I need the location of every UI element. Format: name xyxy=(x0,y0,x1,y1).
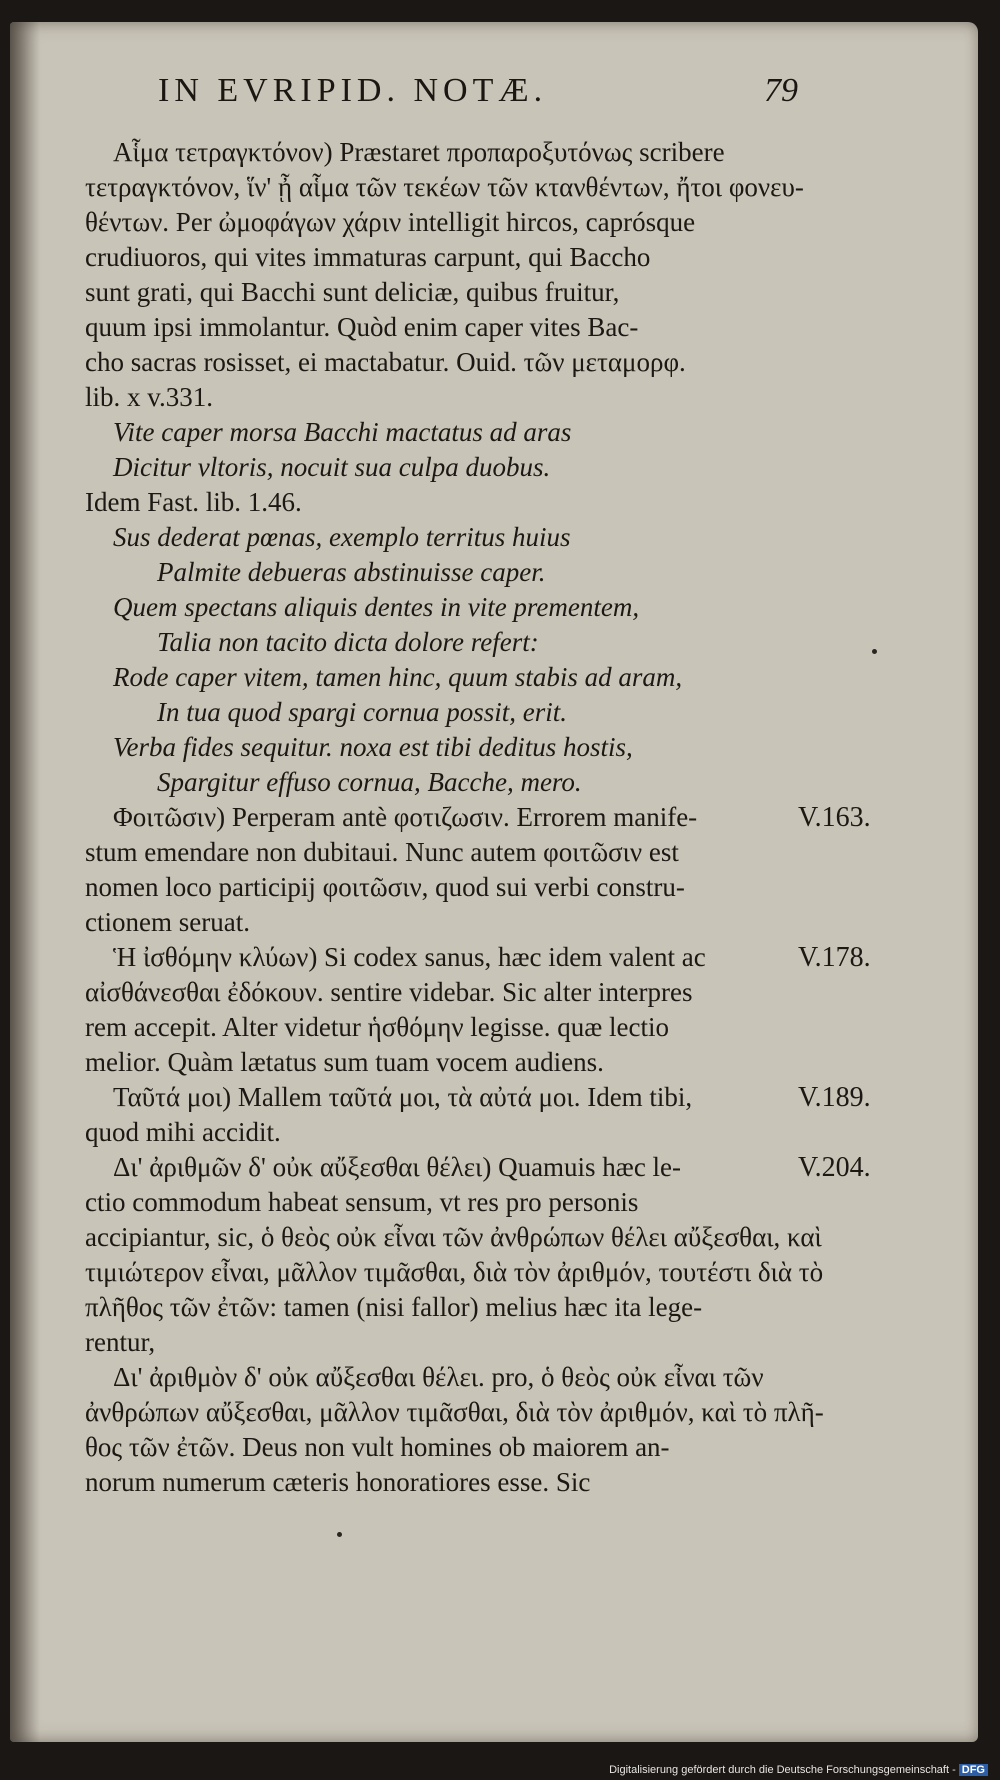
line-text: Vite caper morsa Bacchi mactatus ad aras xyxy=(113,417,572,447)
line-text: Quem spectans aliquis dentes in vite prementem, xyxy=(113,592,640,622)
line-text: τετραγκτόνον, ἵν' ᾖ αἷμα τῶν τεκέων τῶν κτανθέντων, ἤτοι φονευ- xyxy=(85,172,804,202)
line-text: θέντων. Per ὠμοφάγων χάριν intelligit hircos, caprósque xyxy=(85,207,696,237)
text-line xyxy=(85,660,785,695)
text-line xyxy=(85,170,804,205)
margin-verse-reference: V.204. xyxy=(798,1152,871,1183)
line-text: accipiantur, sic, ὁ θεὸς οὐκ εἶναι τῶν ἀνθρώπων θέλει αὔξεσθαι, καὶ xyxy=(85,1222,822,1252)
line-text: πλῆθος τῶν ἐτῶν: tamen (nisi fallor) melius hæc ita lege- xyxy=(85,1292,703,1322)
line-text: ctionem seruat. xyxy=(85,907,250,937)
line-text: Δι' ἀριθμὸν δ' οὐκ αὔξεσθαι θέλει. pro, ὁ θεὸς οὐκ εἶναι τῶν xyxy=(113,1362,764,1392)
line-text: Spargitur effuso cornua, Bacche, mero. xyxy=(157,767,582,797)
line-text: cho sacras rosisset, ei mactabatur. Ouid. τῶν μεταμορφ. xyxy=(85,347,686,377)
line-text: αἰσθάνεσθαι ἐδόκουν. sentire videbar. Sic alter interpres xyxy=(85,977,693,1007)
margin-verse-reference: V.189. xyxy=(798,1082,871,1113)
text-line xyxy=(85,310,785,345)
text-line xyxy=(85,870,785,905)
text-line xyxy=(85,695,785,730)
line-text: norum numerum cæteris honoratiores esse. Sic xyxy=(85,1467,591,1497)
text-line xyxy=(85,415,785,450)
line-text: Ταῦτά μοι) Mallem ταῦτά μοι, τὰ αὐτά μοι. Idem tibi, xyxy=(113,1082,693,1112)
line-text: Φοιτῶσιν) Perperam antè φοτιζωσιν. Errorem manife- xyxy=(113,802,698,832)
ink-speck xyxy=(872,649,877,654)
line-text: ἀνθρώπων αὔξεσθαι, μᾶλλον τιμᾶσθαι, διὰ τὸν ἀριθμόν, καὶ τὸ πλῆ- xyxy=(85,1397,824,1427)
line-text: τιμιώτερον εἶναι, μᾶλλον τιμᾶσθαι, διὰ τὸν ἀριθμόν, τουτέστι διὰ τὸ xyxy=(85,1257,824,1287)
line-text: θος τῶν ἐτῶν. Deus non vult homines ob maiorem an- xyxy=(85,1432,670,1462)
text-line xyxy=(85,1010,785,1045)
line-text: Idem Fast. lib. 1.46. xyxy=(85,487,302,517)
gutter-shadow xyxy=(10,22,40,1742)
line-text: rentur, xyxy=(85,1327,156,1357)
text-line xyxy=(85,1325,785,1360)
text-body xyxy=(85,135,871,1500)
line-text: lib. x v.331. xyxy=(85,382,213,412)
line-text: Rode caper vitem, tamen hinc, quum stabis ad aram, xyxy=(113,662,683,692)
digitization-credit xyxy=(609,1764,988,1776)
credit-text: Digitalisierung gefördert durch die Deutsche Forschungsgemeinschaft - xyxy=(609,1764,956,1776)
dfg-logo: DFG xyxy=(959,1764,988,1776)
text-line xyxy=(85,835,785,870)
text-line xyxy=(85,1360,785,1395)
book-page xyxy=(10,22,978,1742)
text-line xyxy=(85,1045,785,1080)
line-text: quum ipsi immolantur. Quòd enim caper vites Bac- xyxy=(85,312,639,342)
line-text: melior. Quàm lætatus sum tuam vocem audiens. xyxy=(85,1047,604,1077)
page-number: 79 xyxy=(764,72,798,109)
text-line xyxy=(85,240,785,275)
line-text: Sus dederat pœnas, exemplo territus huius xyxy=(113,522,571,552)
text-line xyxy=(85,1115,785,1150)
text-line xyxy=(85,485,785,520)
text-line xyxy=(85,905,785,940)
margin-verse-reference: V.178. xyxy=(798,942,871,973)
text-line xyxy=(85,555,785,590)
text-line xyxy=(85,1185,785,1220)
line-text: Ἡ ἰσθόμην κλύων) Si codex sanus, hæc idem valent ac xyxy=(113,942,706,972)
line-text: crudiuoros, qui vites immaturas carpunt, qui Baccho xyxy=(85,242,651,272)
margin-verse-reference: V.163. xyxy=(798,802,871,833)
line-text: stum emendare non dubitaui. Nunc autem φοιτῶσιν est xyxy=(85,837,679,867)
line-text: Talia non tacito dicta dolore refert: xyxy=(157,627,539,657)
text-line xyxy=(85,800,871,835)
text-line xyxy=(85,275,785,310)
text-line xyxy=(85,625,785,660)
text-line xyxy=(85,380,785,415)
text-line xyxy=(85,205,785,240)
text-line xyxy=(85,520,785,555)
text-line xyxy=(85,1080,871,1115)
text-line xyxy=(85,730,785,765)
line-text: ctio commodum habeat sensum, vt res pro personis xyxy=(85,1187,639,1217)
line-text: Dicitur vltoris, nocuit sua culpa duobus. xyxy=(113,452,551,482)
text-line xyxy=(85,940,871,975)
text-line xyxy=(85,765,785,800)
ink-speck xyxy=(337,1532,342,1537)
text-line xyxy=(85,1395,824,1430)
text-line xyxy=(85,1465,785,1500)
line-text: nomen loco participij φοιτῶσιν, quod sui verbi constru- xyxy=(85,872,685,902)
line-text: quod mihi accidit. xyxy=(85,1117,281,1147)
page-header xyxy=(158,72,798,122)
text-line xyxy=(85,1150,871,1185)
text-line xyxy=(85,135,785,170)
running-head: IN EVRIPID. NOTÆ. xyxy=(158,72,548,109)
line-text: Verba fides sequitur. noxa est tibi deditus hostis, xyxy=(113,732,633,762)
text-line xyxy=(85,1430,785,1465)
line-text: Δι' ἀριθμῶν δ' οὐκ αὔξεσθαι θέλει) Quamuis hæc le- xyxy=(113,1152,682,1182)
text-line xyxy=(85,345,785,380)
line-text: Palmite debueras abstinuisse caper. xyxy=(157,557,546,587)
text-line xyxy=(85,590,785,625)
text-line xyxy=(85,1255,824,1290)
line-text: sunt grati, qui Bacchi sunt deliciæ, quibus fruitur, xyxy=(85,277,620,307)
text-line xyxy=(85,1290,785,1325)
line-text: In tua quod spargi cornua possit, erit. xyxy=(157,697,568,727)
text-line xyxy=(85,975,785,1010)
text-line xyxy=(85,450,785,485)
text-line xyxy=(85,1220,822,1255)
line-text: Αἷμα τετραγκτόνον) Præstaret προπαροξυτόνως scribere xyxy=(113,137,725,167)
line-text: rem accepit. Alter videtur ἡσθόμην legisse. quæ lectio xyxy=(85,1012,670,1042)
